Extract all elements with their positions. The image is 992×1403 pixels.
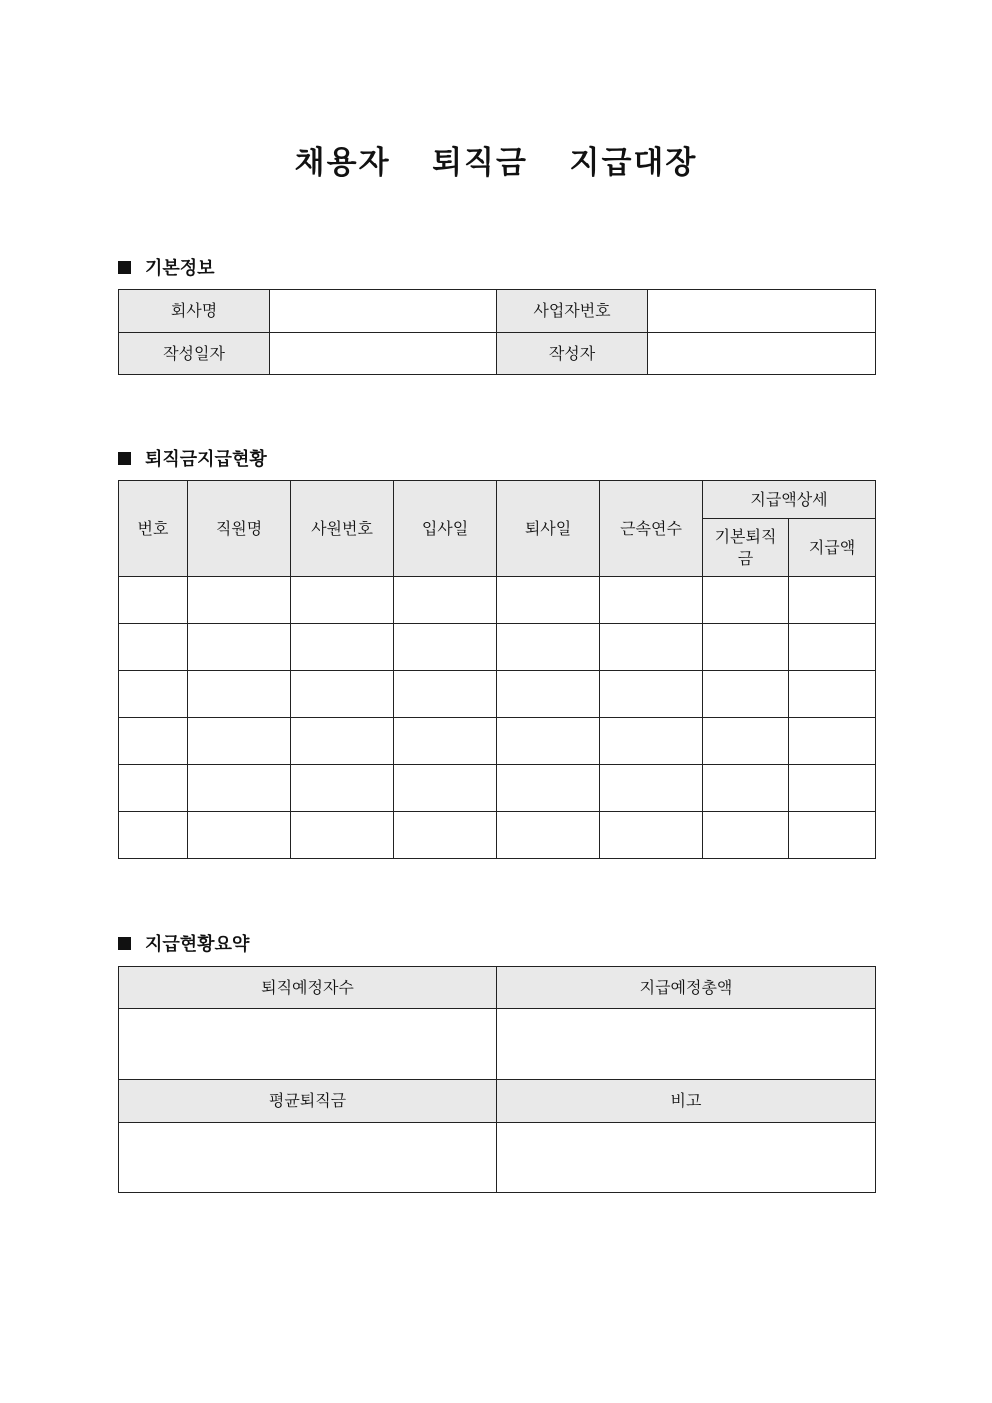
table-row xyxy=(119,718,876,765)
column-header-number: 번호 xyxy=(119,481,188,577)
square-bullet-icon xyxy=(118,261,131,274)
table-cell[interactable] xyxy=(188,812,291,859)
table-cell[interactable] xyxy=(119,765,188,812)
section-heading-text: 지급현황요약 xyxy=(145,934,250,955)
section-heading-summary xyxy=(118,930,249,956)
table-cell[interactable] xyxy=(497,671,600,718)
table-cell[interactable] xyxy=(188,671,291,718)
table-cell[interactable] xyxy=(188,718,291,765)
column-header-years-of-service: 근속연수 xyxy=(600,481,703,577)
table-cell[interactable] xyxy=(291,812,394,859)
table-row xyxy=(119,624,876,671)
column-header-payment-detail: 지급액상세 xyxy=(703,481,876,519)
table-cell[interactable] xyxy=(789,812,876,859)
table-cell[interactable] xyxy=(703,812,789,859)
table-cell[interactable] xyxy=(703,718,789,765)
column-header-payment-amount: 지급액 xyxy=(789,519,876,577)
written-date-field[interactable] xyxy=(270,333,497,375)
table-cell[interactable] xyxy=(600,718,703,765)
writer-field[interactable] xyxy=(648,333,876,375)
table-cell[interactable] xyxy=(394,765,497,812)
table-cell[interactable] xyxy=(291,624,394,671)
table-cell[interactable] xyxy=(497,765,600,812)
table-cell[interactable] xyxy=(188,624,291,671)
company-name-field[interactable] xyxy=(270,290,497,333)
table-cell[interactable] xyxy=(497,577,600,624)
table-row xyxy=(119,812,876,859)
business-number-label: 사업자번호 xyxy=(497,290,648,333)
section-heading-text: 퇴직금지급현황 xyxy=(145,449,267,470)
table-row xyxy=(119,671,876,718)
section-heading-payment-status xyxy=(118,445,267,471)
expected-total-payment-field[interactable] xyxy=(497,1009,876,1080)
table-cell[interactable] xyxy=(600,624,703,671)
section-heading-text: 기본정보 xyxy=(145,258,215,279)
table-cell[interactable] xyxy=(291,577,394,624)
table-cell[interactable] xyxy=(119,671,188,718)
company-name-label: 회사명 xyxy=(119,290,270,333)
table-cell[interactable] xyxy=(394,624,497,671)
column-header-employee-id: 사원번호 xyxy=(291,481,394,577)
table-cell[interactable] xyxy=(703,765,789,812)
table-cell[interactable] xyxy=(188,765,291,812)
table-cell[interactable] xyxy=(600,577,703,624)
column-header-employee-name: 직원명 xyxy=(188,481,291,577)
table-cell[interactable] xyxy=(789,671,876,718)
column-header-leave-date: 퇴사일 xyxy=(497,481,600,577)
average-severance-label: 평균퇴직금 xyxy=(119,1080,497,1123)
table-cell[interactable] xyxy=(497,812,600,859)
expected-retirees-field[interactable] xyxy=(119,1009,497,1080)
table-cell[interactable] xyxy=(703,577,789,624)
table-cell[interactable] xyxy=(789,577,876,624)
column-header-join-date: 입사일 xyxy=(394,481,497,577)
table-cell[interactable] xyxy=(394,812,497,859)
writer-label: 작성자 xyxy=(497,333,648,375)
written-date-label: 작성일자 xyxy=(119,333,270,375)
expected-retirees-label: 퇴직예정자수 xyxy=(119,967,497,1009)
table-cell[interactable] xyxy=(394,577,497,624)
business-number-field[interactable] xyxy=(648,290,876,333)
page-title: 채용자 퇴직금 지급대장 xyxy=(294,145,698,181)
table-cell[interactable] xyxy=(394,718,497,765)
remarks-label: 비고 xyxy=(497,1080,876,1123)
table-cell[interactable] xyxy=(291,765,394,812)
square-bullet-icon xyxy=(118,937,131,950)
table-cell[interactable] xyxy=(119,718,188,765)
table-cell[interactable] xyxy=(119,624,188,671)
table-cell[interactable] xyxy=(291,671,394,718)
table-cell[interactable] xyxy=(119,812,188,859)
table-cell[interactable] xyxy=(703,671,789,718)
table-cell[interactable] xyxy=(789,624,876,671)
table-cell[interactable] xyxy=(291,718,394,765)
average-severance-field[interactable] xyxy=(119,1123,497,1193)
table-cell[interactable] xyxy=(497,718,600,765)
table-cell[interactable] xyxy=(188,577,291,624)
table-row xyxy=(119,577,876,624)
column-header-base-severance: 기본퇴직금 xyxy=(703,519,789,577)
table-row xyxy=(119,765,876,812)
table-cell[interactable] xyxy=(600,765,703,812)
table-cell[interactable] xyxy=(600,812,703,859)
summary-table xyxy=(118,966,876,1193)
table-cell[interactable] xyxy=(394,671,497,718)
table-cell[interactable] xyxy=(789,718,876,765)
section-heading-basic-info xyxy=(118,254,215,280)
table-cell[interactable] xyxy=(600,671,703,718)
basic-info-table xyxy=(118,289,876,375)
square-bullet-icon xyxy=(118,452,131,465)
remarks-field[interactable] xyxy=(497,1123,876,1193)
payment-status-table xyxy=(118,480,876,859)
table-cell[interactable] xyxy=(789,765,876,812)
table-cell[interactable] xyxy=(703,624,789,671)
table-cell[interactable] xyxy=(119,577,188,624)
expected-total-payment-label: 지급예정총액 xyxy=(497,967,876,1009)
table-cell[interactable] xyxy=(497,624,600,671)
